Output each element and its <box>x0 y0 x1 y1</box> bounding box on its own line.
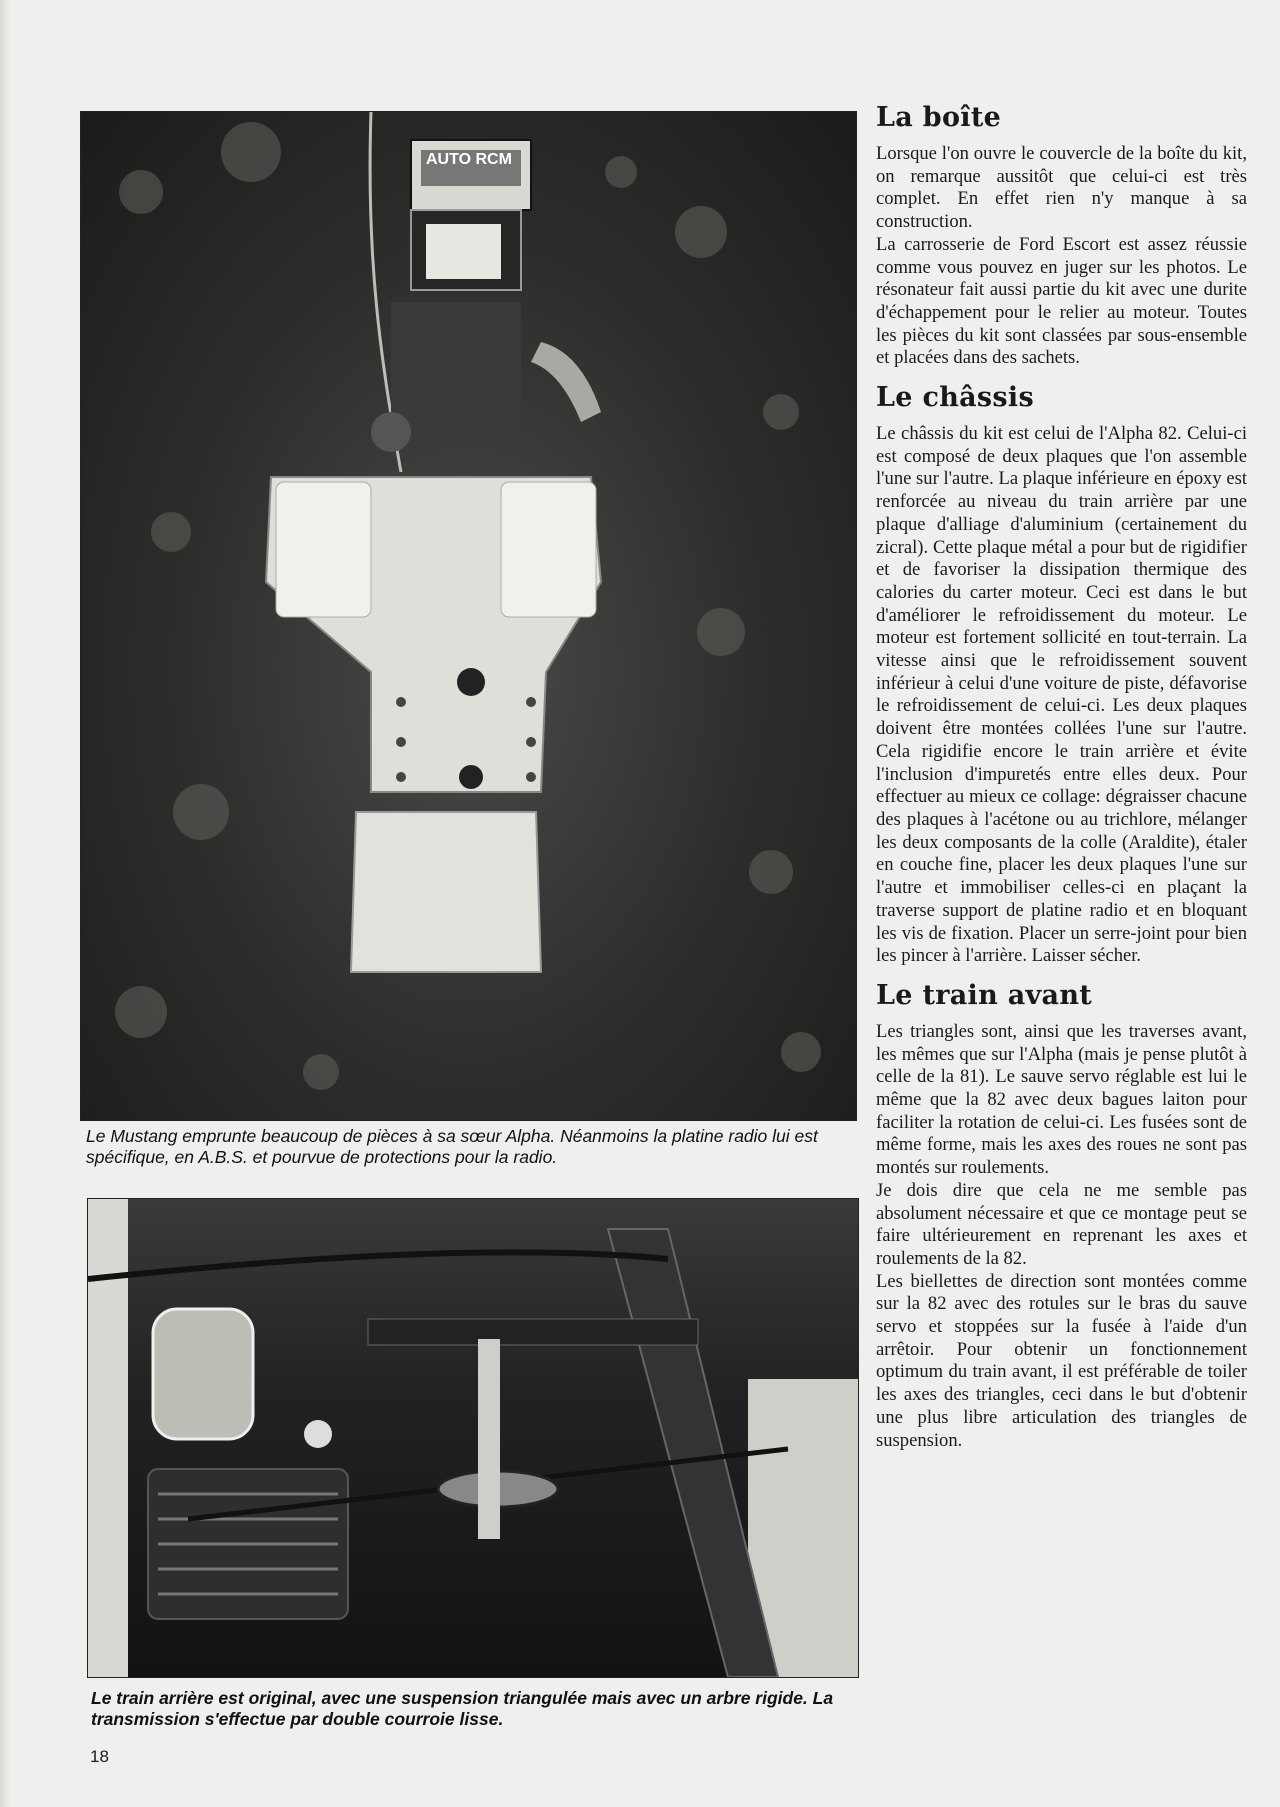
chassis-illustration <box>81 112 856 1120</box>
section-title-le-chassis: Le châssis <box>876 382 1034 414</box>
page-edge <box>0 0 10 1807</box>
section-title-la-boite: La boîte <box>876 102 1002 133</box>
paragraph: La carrosserie de Ford Escort est assez réussie comme vous pouvez en juger sur les photos. Le résonateur fait aussi partie du kit avec une durite d'échappement pour le relier au moteur. Toutes les pièces du kit sont classées par sous-ensemble et placées dans des sachets. <box>876 233 1247 369</box>
page-number: 18 <box>90 1747 109 1766</box>
caption-top-photo: Le Mustang emprunte beaucoup de pièces à sa sœur Alpha. Néanmoins la platine radio lui est spécifique, en A.B.S. et pourvue de protections pour la radio. <box>86 1126 818 1167</box>
paragraph: Lorsque l'on ouvre le couvercle de la boîte du kit, on remarque aussitôt que celui-ci est très complet. En effet rien n'y manque à sa construction. <box>876 143 1247 233</box>
paragraph: Les triangles sont, ainsi que les traverses avant, les mêmes que sur l'Alpha (mais je pense plutôt à celle de la 81). Le sauve servo réglable est lui le même que la 82 avec deux bagues laiton pour faciliter la rotation de celui-ci. Les fusées sont de même forme, mais les axes des roues ne sont pas montés sur roulements. <box>876 1020 1247 1179</box>
auto-rcm-logo: AUTO RCM <box>426 151 512 168</box>
rear-train-illustration <box>88 1199 858 1677</box>
paragraph: Les biellettes de direction sont montées comme sur la 82 avec des rotules sur le bras du sauve servo et stoppées sur la fusée à l'aide d'un arrêtoir. Pour obtenir un fonctionnement optimum du train avant, il est préférable de toiler les axes des triangles, ceci dans le but d'obtenir une plus libre articulation des triangles de suspension. <box>876 1270 1247 1451</box>
article-column <box>876 96 1247 1452</box>
photo-chassis-top-view <box>80 111 857 1121</box>
paragraph: Le châssis du kit est celui de l'Alpha 82. Celui-ci est composé de deux plaques que l'on assemble l'une sur l'autre. La plaque inférieure en époxy est renforcée au niveau du train arrière par une plaque d'alliage d'aluminium (certainement du zicral). Cette plaque métal a pour but de rigidifier et de favoriser la dissipation thermique des calories du carter moteur. Ceci est dans le but d'améliorer le refroidissement du moteur. Le moteur est fortement sollicité en tout-terrain. La vitesse ainsi que le refroidissement souvent inférieur à celui d'une voiture de piste, défavorise le refroidissement de celui-ci. Les deux plaques doivent être montées collées l'une sur l'autre. Cela rigidifie encore le train arrière et évite l'inclusion d'impuretés entre elles deux. Pour effectuer au mieux ce collage: dégraisser chacune des plaques à l'acétone ou au trichlore, mélanger les deux composants de la colle (Araldite), étaler en couche fine, placer les deux plaques l'une sur l'autre et immobiliser celles-ci en plaçant la traverse support de platine radio et en bloquant les vis de fixation. Placer un serre-joint pour bien les pincer à l'arrière. Laisser sécher. <box>876 423 1247 967</box>
section-title-le-train-avant: Le train avant <box>876 979 1093 1011</box>
paragraph: Je dois dire que cela ne me semble pas absolument nécessaire et que ce montage peut se faire ultérieurement en reprenant les axes et roulements de la 82. <box>876 1179 1247 1269</box>
photo-rear-train <box>87 1198 859 1678</box>
caption-bottom-photo: Le train arrière est original, avec une suspension triangulée mais avec un arbre rigide. La transmission s'effectue par double courroie lisse. <box>91 1688 834 1729</box>
